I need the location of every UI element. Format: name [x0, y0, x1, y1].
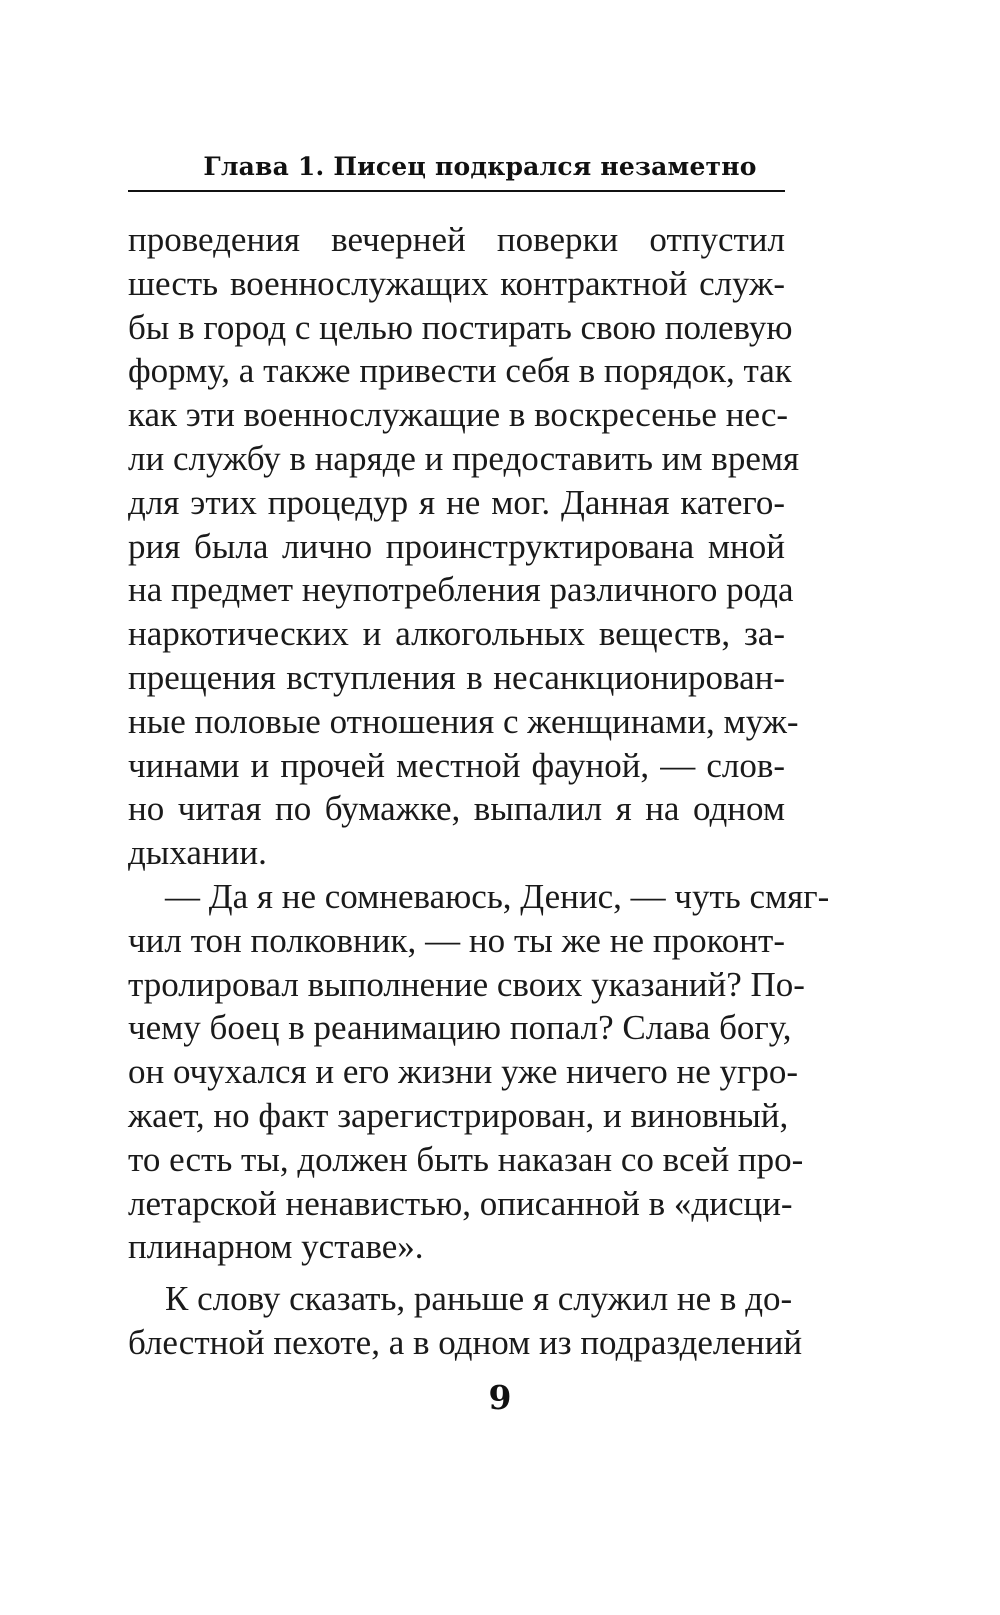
text-line: проведения вечерней поверки отпустил: [128, 220, 785, 259]
paragraph: [128, 875, 830, 1269]
text-line: то есть ты, должен быть наказан со всей про-: [128, 1139, 804, 1179]
text-line: ли службу в наряде и предоставить им время: [128, 438, 800, 478]
text-line: шесть военнослужащих контрактной служ-: [128, 263, 785, 303]
text-line: наркотических и алкогольных веществ, за-: [128, 614, 785, 654]
text-line: чинами и прочей местной фауной, — слов-: [128, 745, 785, 785]
text-line: для этих процедур я не мог. Данная катего-: [128, 482, 785, 522]
text-line: плинарном уставе».: [128, 1227, 424, 1267]
header-rule: [128, 190, 785, 192]
text-line: чил тон полковник, — но ты же не проконт-: [128, 920, 785, 960]
text-line: блестной пехоте, а в одном из подразделений: [128, 1322, 803, 1362]
text-line: ные половые отношения с женщинами, муж-: [128, 701, 799, 741]
text-line: на предмет неупотребления различного рода: [128, 570, 794, 610]
page-body: [128, 218, 830, 1365]
paragraph: [128, 1277, 803, 1365]
text-line: тролировал выполнение своих указаний? По-: [128, 964, 805, 1004]
text-line: бы в город с целью постирать свою полевую: [128, 307, 793, 347]
text-line: дыхании.: [128, 833, 267, 873]
text-line: он очухался и его жизни уже ничего не угро-: [128, 1052, 799, 1092]
text-line: летарской ненавистью, описанной в «дисци-: [128, 1183, 793, 1223]
text-line: рия была лично проинструктирована мной: [128, 526, 785, 566]
text-line: чему боец в реанимацию попал? Слава богу,: [128, 1008, 792, 1048]
running-head-title: Глава 1. Писец подкрался незаметно: [203, 152, 757, 181]
text-line: прещения вступления в несанкционирован-: [128, 657, 785, 697]
text-line: К слову сказать, раньше я служил не в до-: [165, 1279, 793, 1319]
page-number: 9: [488, 1378, 512, 1417]
text-line: — Да я не сомневаюсь, Денис, — чуть смяг-: [165, 876, 830, 916]
text-line: как эти военнослужащие в воскресенье нес-: [128, 395, 789, 435]
text-line: жает, но факт зарегистрирован, и виновный,: [128, 1095, 789, 1135]
text-line: но читая по бумажке, выпалил я на одном: [128, 789, 785, 829]
paragraph-gap: [128, 1269, 785, 1277]
text-line: форму, а также привести себя в порядок, так: [128, 351, 792, 391]
paragraph: [128, 218, 800, 875]
